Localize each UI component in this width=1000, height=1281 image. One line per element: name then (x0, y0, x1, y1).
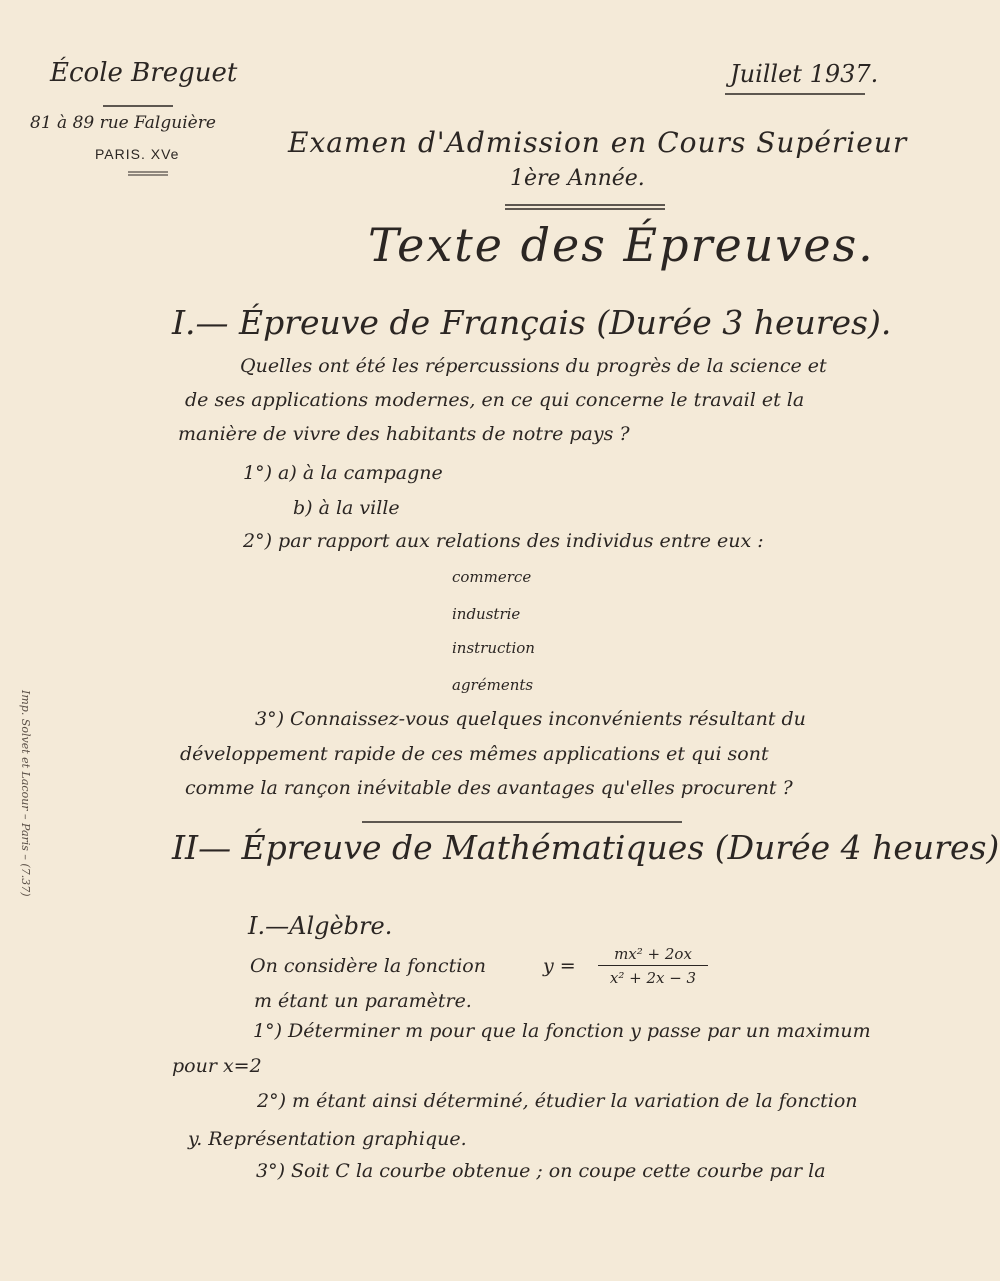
exam-year: 1ère Année. (510, 166, 645, 191)
date-underline (725, 92, 865, 96)
relations-list-item: agréments (452, 676, 534, 694)
section-french-heading: I.— Épreuve de Français (Durée 3 heures). (172, 303, 892, 342)
french-question-3: développement rapide de ces mêmes applications et qui sont (180, 743, 769, 765)
math-text-line: m étant un paramètre. (254, 990, 472, 1012)
french-text-line: b) à la ville (293, 497, 400, 519)
fraction-denominator: x² + 2x − 3 (609, 969, 697, 987)
french-text-line: 1°) a) à la campagne (243, 462, 443, 484)
function-y-equals: y = (543, 955, 576, 977)
exam-date: Juillet 1937. (730, 60, 879, 88)
french-question-3: 3°) Connaissez-vous quelques inconvénients résultant du (255, 708, 806, 730)
math-text-line: 1°) Déterminer m pour que la fonction y passe par un maximum (253, 1020, 871, 1042)
function-fraction (598, 945, 708, 987)
school-city: PARIS. XVe (95, 146, 180, 162)
math-text-line: On considère la fonction (250, 955, 486, 977)
math-text-line: 3°) Soit C la courbe obtenue ; on coupe cette courbe par la (256, 1160, 826, 1182)
relations-list-item: industrie (452, 605, 521, 623)
math-text-line: pour x=2 (172, 1055, 262, 1077)
school-underline (103, 104, 173, 108)
math-text-line: y. Représentation graphique. (188, 1128, 467, 1150)
french-text-line: de ses applications modernes, en ce qui concerne le travail et la (185, 389, 805, 411)
school-name: École Breguet (50, 58, 238, 88)
section-separator (362, 820, 682, 824)
math-text-line: 2°) m étant ainsi déterminé, étudier la variation de la fonction (257, 1090, 858, 1112)
french-text-line: 2°) par rapport aux relations des individus entre eux : (243, 530, 764, 552)
french-text-line: manière de vivre des habitants de notre pays ? (178, 423, 630, 445)
school-address: 81 à 89 rue Falguière (30, 113, 216, 133)
section-math-heading: II— Épreuve de Mathématiques (Durée 4 heures) (172, 828, 1000, 867)
relations-list-item: instruction (452, 639, 535, 657)
printer-imprint: Imp. Solvet et Lacour – Paris – (7.37) (19, 690, 32, 897)
relations-list-item: commerce (452, 568, 532, 586)
french-text-line: Quelles ont été les répercussions du progrès de la science et (240, 355, 827, 377)
city-double-underline (128, 171, 168, 177)
fraction-numerator: mx² + 2ox (598, 945, 708, 966)
main-title: Texte des Épreuves. (368, 218, 875, 272)
exam-title: Examen d'Admission en Cours Supérieur (288, 126, 908, 159)
algebra-subheading: I.—Algèbre. (248, 912, 393, 940)
french-question-3: comme la rançon inévitable des avantages qu'elles procurent ? (185, 777, 793, 799)
title-separator (505, 203, 665, 211)
